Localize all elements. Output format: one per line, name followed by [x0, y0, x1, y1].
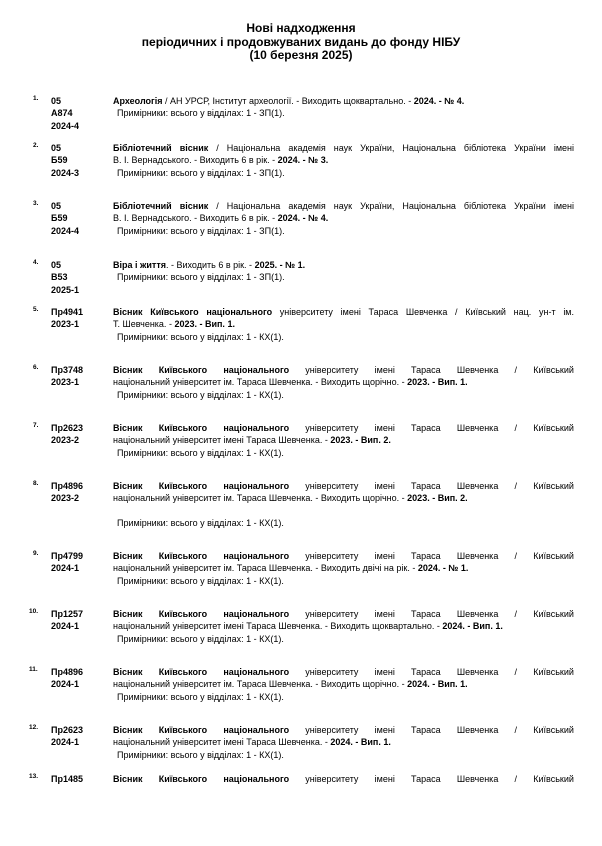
- shelf-code-line: В53: [51, 272, 68, 283]
- shelf-code-line: Пр1485: [51, 774, 83, 784]
- issue-number: № 3.: [308, 155, 329, 166]
- issue-year: 2024.: [277, 213, 301, 224]
- entry-description: [113, 306, 574, 343]
- word: Тараса: [411, 725, 441, 735]
- word: Київський: [533, 481, 574, 491]
- word: Шевченка: [456, 774, 499, 784]
- entry-number: 9.: [33, 550, 39, 557]
- word: /: [216, 201, 219, 211]
- bibliographic-details: / АН УРСР, Інститут археології. - Виходить щоквартально. -: [162, 96, 414, 106]
- page-header: [0, 22, 602, 63]
- word: імені: [374, 725, 395, 735]
- word: /: [216, 143, 219, 153]
- shelf-code: [51, 666, 83, 691]
- word: бібліотека: [463, 201, 507, 211]
- justified-line: [113, 480, 574, 492]
- word: Київський: [533, 725, 574, 735]
- description-line-1: [113, 608, 574, 620]
- word: імені: [553, 201, 574, 211]
- copies-info: Примірники: всього у відділах: 1 - КХ(1).: [117, 389, 284, 400]
- copies-info: Примірники: всього у відділах: 1 - КХ(1).: [117, 633, 284, 644]
- bibliographic-details-cont: національний університет ім. Тараса Шевченка. - Виходить щорічно. -: [113, 679, 408, 690]
- copies-info: Примірники: всього у відділах: 1 - ЗП(1).: [117, 108, 285, 119]
- word: /: [514, 551, 518, 561]
- shelf-code: [51, 364, 83, 389]
- word: нац.: [513, 307, 532, 317]
- issue-year: 2024.: [407, 679, 430, 690]
- entry-description: [113, 608, 574, 645]
- word: університету: [305, 551, 359, 561]
- word: Тараса: [411, 423, 441, 433]
- word: національного: [223, 609, 290, 619]
- word: Шевченка: [456, 609, 499, 619]
- issue-number: Вип. 2.: [360, 435, 391, 446]
- issue-number: № 1.: [448, 563, 469, 574]
- word: Тараса: [411, 481, 441, 491]
- entry-number: 13.: [29, 773, 39, 780]
- word: Шевченка: [456, 423, 499, 433]
- word: Вісник: [113, 774, 143, 784]
- word: Шевченка: [405, 307, 448, 317]
- shelf-code: [51, 142, 79, 179]
- word: Шевченка: [456, 365, 499, 375]
- bibliographic-details-cont: В. І. Вернадського. - Виходить 6 в рік. -: [113, 213, 278, 224]
- shelf-code-line: 2024-1: [51, 563, 80, 574]
- issue-number: Вип. 1.: [437, 679, 468, 690]
- word: Вісник: [113, 667, 143, 677]
- word: університету: [305, 609, 359, 619]
- description-line-1: [113, 306, 574, 318]
- shelf-code-line: 05: [51, 260, 62, 270]
- shelf-code-line: 2024-3: [51, 167, 80, 178]
- entry-description: [113, 259, 574, 284]
- bibliographic-details-cont: національний університет ім. Тараса Шевченка. - Виходить щорічно. -: [113, 493, 408, 504]
- description-line-2: [113, 318, 574, 330]
- shelf-code-line: 2025-1: [51, 284, 80, 295]
- separator: -: [429, 377, 438, 388]
- word: академія: [288, 143, 326, 153]
- word: Київського: [158, 667, 208, 677]
- justified-line: [113, 200, 574, 212]
- word: імені: [340, 307, 361, 317]
- shelf-code-line: Пр4941: [51, 307, 83, 317]
- word: ун-т: [539, 307, 556, 317]
- word: університету: [305, 365, 359, 375]
- word: Вісник: [113, 609, 143, 619]
- copies-info: Примірники: всього у відділах: 1 - КХ(1).: [117, 575, 284, 586]
- shelf-code: [51, 773, 83, 785]
- word: Київського: [158, 481, 208, 491]
- word: наук: [333, 201, 353, 211]
- word: національного: [223, 423, 290, 433]
- word: університету: [305, 667, 359, 677]
- description-line-1: [113, 666, 574, 678]
- entry-description: [113, 142, 574, 179]
- entry-description: [113, 422, 574, 459]
- shelf-code-line: 2023-2: [51, 435, 80, 446]
- copies-info: Примірники: всього у відділах: 1 - КХ(1).: [117, 749, 284, 760]
- word: Київського: [150, 307, 199, 317]
- justified-line: [113, 142, 574, 154]
- entry-number: 5.: [33, 306, 39, 313]
- word: Національна: [226, 201, 281, 211]
- shelf-code-line: А874: [51, 108, 73, 119]
- separator: -: [429, 679, 438, 690]
- entry-number: 2.: [33, 142, 39, 149]
- word: імені: [553, 143, 574, 153]
- word: академія: [288, 201, 326, 211]
- word: вісник: [179, 201, 209, 211]
- issue-number: № 1.: [285, 260, 306, 270]
- word: ім.: [563, 307, 574, 317]
- shelf-code: [51, 306, 83, 331]
- word: /: [514, 774, 518, 784]
- shelf-code: [51, 200, 79, 237]
- description-line-2: [113, 492, 574, 504]
- word: національного: [223, 551, 290, 561]
- word: Національна: [226, 143, 281, 153]
- entry-number: 1.: [33, 95, 39, 102]
- word: /: [514, 423, 518, 433]
- word: Тараса: [368, 307, 399, 317]
- shelf-code-line: 05: [51, 201, 62, 211]
- shelf-code-line: Пр1257: [51, 609, 83, 619]
- issue-number: Вип. 1.: [472, 621, 503, 632]
- shelf-code-line: 2024-4: [51, 120, 80, 131]
- separator: -: [436, 96, 445, 106]
- separator: -: [300, 213, 309, 224]
- word: Національна: [402, 143, 456, 153]
- justified-line: [113, 550, 574, 562]
- shelf-code: [51, 422, 83, 447]
- word: Шевченка: [456, 667, 499, 677]
- word: університету: [279, 307, 333, 317]
- description-line-1: [113, 422, 574, 434]
- word: імені: [374, 667, 395, 677]
- shelf-code-line: 2023-1: [51, 319, 80, 330]
- shelf-code: [51, 259, 79, 296]
- word: Київського: [158, 423, 208, 433]
- word: національного: [223, 725, 290, 735]
- shelf-code-line: Пр4896: [51, 667, 83, 677]
- word: Київський: [533, 667, 574, 677]
- bibliographic-details-cont: національний університет імені Тараса Шевченка. - Виходить щоквартально. -: [113, 621, 443, 632]
- description-line-1: [113, 364, 574, 376]
- word: Бібліотечний: [113, 143, 172, 153]
- shelf-code-line: Пр2623: [51, 423, 83, 433]
- word: Тараса: [411, 774, 441, 784]
- word: Шевченка: [456, 481, 499, 491]
- entry-number: 6.: [33, 364, 39, 371]
- word: університету: [305, 423, 359, 433]
- word: Вісник: [113, 365, 143, 375]
- word: /: [514, 365, 518, 375]
- issue-year: 2024.: [330, 737, 353, 748]
- issue-number: Вип. 2.: [437, 493, 468, 504]
- issue-year: 2024.: [413, 96, 437, 106]
- separator: -: [440, 563, 449, 574]
- separator: -: [464, 621, 473, 632]
- word: Київського: [158, 365, 208, 375]
- word: Тараса: [411, 365, 441, 375]
- entry-description: [113, 200, 574, 237]
- word: університету: [305, 725, 359, 735]
- bibliographic-details-cont: національний університет імені Тараса Шевченка. -: [113, 737, 331, 748]
- copies-info: Примірники: всього у відділах: 1 - КХ(1).: [117, 447, 284, 458]
- word: імені: [374, 609, 395, 619]
- word: України: [514, 143, 546, 153]
- entry-number: 3.: [33, 200, 39, 207]
- shelf-code-line: 2023-1: [51, 377, 80, 388]
- word: Шевченка: [456, 725, 499, 735]
- word: Київський: [533, 609, 574, 619]
- periodical-title: Віра і життя: [113, 260, 166, 270]
- justified-line: [113, 666, 574, 678]
- word: імені: [374, 365, 395, 375]
- word: Київського: [158, 609, 208, 619]
- separator: -: [352, 435, 361, 446]
- entry-description: [113, 724, 574, 761]
- word: Бібліотечний: [113, 201, 172, 211]
- shelf-code: [51, 608, 83, 633]
- entry-description: [113, 480, 574, 529]
- word: Вісник: [113, 725, 143, 735]
- word: /: [514, 481, 518, 491]
- issue-year: 2023.: [174, 319, 197, 330]
- bibliographic-details-cont: національний університет ім. Тараса Шевченка. - Виходить щорічно. -: [113, 377, 408, 388]
- word: бібліотека: [463, 143, 507, 153]
- issue-number: Вип. 1.: [437, 377, 468, 388]
- word: України,: [360, 143, 395, 153]
- description-line-1: [113, 259, 574, 271]
- entry-number: 7.: [33, 422, 39, 429]
- issue-number: № 4.: [444, 96, 465, 106]
- word: Київський: [533, 365, 574, 375]
- shelf-code-line: 05: [51, 96, 62, 106]
- justified-line: [113, 422, 574, 434]
- justified-line: [113, 724, 574, 736]
- word: національного: [223, 481, 290, 491]
- shelf-code-line: Б59: [51, 213, 68, 224]
- issue-year: 2023.: [330, 435, 353, 446]
- description-line-2: [113, 212, 574, 224]
- description-line-2: [113, 678, 574, 690]
- word: наук: [333, 143, 353, 153]
- entry-description: [113, 773, 574, 785]
- copies-info: Примірники: всього у відділах: 1 - КХ(1).: [117, 331, 284, 342]
- shelf-code-line: Б59: [51, 155, 68, 166]
- bibliographic-details: . - Виходить 6 в рік. -: [166, 260, 255, 270]
- bibliographic-details-cont: Т. Шевченка. -: [113, 319, 175, 330]
- entry-description: [113, 364, 574, 401]
- shelf-code-line: 2024-1: [51, 737, 80, 748]
- entry-number: 8.: [33, 480, 39, 487]
- word: національного: [223, 774, 290, 784]
- separator: -: [196, 319, 205, 330]
- description-line-2: [113, 736, 574, 748]
- copies-info: Примірники: всього у відділах: 1 - КХ(1).: [117, 517, 284, 528]
- entry-number: 10.: [29, 608, 39, 615]
- issue-year: 2023.: [407, 493, 430, 504]
- word: Тараса: [411, 551, 441, 561]
- entry-description: [113, 95, 574, 120]
- description-line-1: [113, 480, 574, 492]
- word: Шевченка: [456, 551, 499, 561]
- separator: -: [300, 155, 309, 166]
- word: Київський: [533, 551, 574, 561]
- issue-number: Вип. 1.: [360, 737, 391, 748]
- word: університету: [305, 774, 359, 784]
- shelf-code-line: Пр2623: [51, 725, 83, 735]
- description-line-1: [113, 142, 574, 154]
- word: Національна: [402, 201, 456, 211]
- word: імені: [374, 423, 395, 433]
- description-line-2: [113, 434, 574, 446]
- periodical-title: Археологія: [113, 96, 163, 106]
- separator: -: [352, 737, 361, 748]
- word: університету: [305, 481, 359, 491]
- word: Київський: [465, 307, 506, 317]
- issue-number: Вип. 1.: [204, 319, 235, 330]
- header-title: Нові надходження: [246, 21, 356, 35]
- issue-year: 2023.: [407, 377, 430, 388]
- description-line-1: [113, 200, 574, 212]
- shelf-code-line: 2024-1: [51, 621, 80, 632]
- word: України,: [360, 201, 395, 211]
- word: національного: [223, 667, 290, 677]
- description-line-2: [113, 620, 574, 632]
- shelf-code-line: Пр4799: [51, 551, 83, 561]
- word: Вісник: [113, 481, 143, 491]
- justified-line: [113, 608, 574, 620]
- header-date: (10 березня 2025): [249, 48, 353, 62]
- word: імені: [374, 551, 395, 561]
- description-line-1: [113, 773, 574, 785]
- shelf-code-line: Пр3748: [51, 365, 83, 375]
- word: Київський: [533, 423, 574, 433]
- word: Київського: [158, 725, 208, 735]
- word: Вісник: [113, 307, 143, 317]
- shelf-code-line: 2023-2: [51, 493, 80, 504]
- description-line-2: [113, 562, 574, 574]
- issue-year: 2024.: [442, 621, 465, 632]
- shelf-code-line: 2024-4: [51, 225, 80, 236]
- description-line-1: [113, 550, 574, 562]
- shelf-code-line: 2024-1: [51, 679, 80, 690]
- word: Київського: [158, 551, 208, 561]
- entry-number: 12.: [29, 724, 39, 731]
- entry-number: 4.: [33, 259, 39, 266]
- word: /: [514, 609, 518, 619]
- word: національного: [206, 307, 273, 317]
- description-line-2: [113, 376, 574, 388]
- header-subtitle: періодичних і продовжуваних видань до фонду НІБУ: [141, 34, 461, 49]
- word: України: [514, 201, 546, 211]
- shelf-code: [51, 480, 83, 505]
- word: національного: [223, 365, 290, 375]
- word: вісник: [179, 143, 209, 153]
- separator: -: [429, 493, 438, 504]
- word: Вісник: [113, 423, 143, 433]
- entry-description: [113, 666, 574, 703]
- word: імені: [374, 481, 395, 491]
- shelf-code: [51, 95, 79, 132]
- word: Вісник: [113, 551, 143, 561]
- shelf-code: [51, 724, 83, 749]
- word: Тараса: [411, 667, 441, 677]
- shelf-code-line: 05: [51, 143, 62, 153]
- bibliographic-details-cont: національний університет імені Тараса Шевченка. -: [113, 435, 331, 446]
- word: імені: [374, 774, 395, 784]
- shelf-code: [51, 550, 83, 575]
- word: /: [514, 667, 518, 677]
- issue-year: 2024.: [417, 563, 441, 574]
- copies-info: Примірники: всього у відділах: 1 - ЗП(1).: [117, 272, 285, 283]
- word: /: [514, 725, 518, 735]
- word: Київський: [533, 774, 574, 784]
- description-line-1: [113, 724, 574, 736]
- copies-info: Примірники: всього у відділах: 1 - ЗП(1).: [117, 167, 285, 178]
- word: Київського: [158, 774, 208, 784]
- shelf-code-line: Пр4896: [51, 481, 83, 491]
- word: Тараса: [411, 609, 441, 619]
- description-line-2: [113, 154, 574, 166]
- word: /: [455, 307, 458, 317]
- bibliographic-details-cont: В. І. Вернадського. - Виходить 6 в рік. -: [113, 155, 278, 166]
- bibliographic-details-cont: національний університет ім. Тараса Шевченка. - Виходить двічі на рік. -: [113, 563, 418, 574]
- entry-number: 11.: [29, 666, 38, 673]
- issue-year: 2024.: [277, 155, 301, 166]
- separator: -: [277, 260, 286, 270]
- issue-year: 2025.: [254, 260, 278, 270]
- justified-line: [113, 773, 574, 785]
- entry-description: [113, 550, 574, 587]
- copies-info: Примірники: всього у відділах: 1 - КХ(1).: [117, 691, 284, 702]
- issue-number: № 4.: [308, 213, 329, 224]
- justified-line: [113, 306, 574, 318]
- copies-info: Примірники: всього у відділах: 1 - ЗП(1).: [117, 225, 285, 236]
- description-line-1: [113, 95, 574, 107]
- justified-line: [113, 364, 574, 376]
